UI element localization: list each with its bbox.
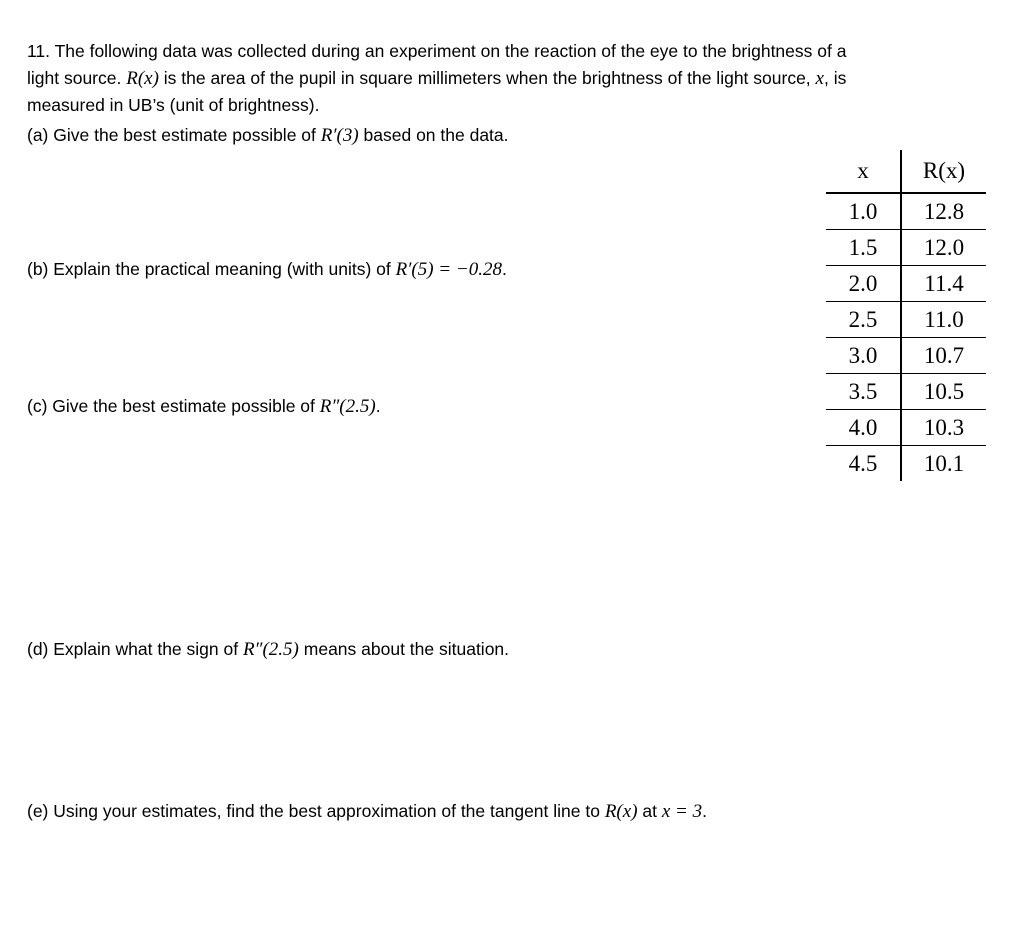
problem-line-1: 11. The following data was collected during an experiment on the reaction of the eye to the brightness of a [27, 41, 847, 61]
data-table [826, 150, 986, 481]
math-expression: R′(3) [320, 125, 359, 146]
function-r-of-x: R(x) [126, 68, 159, 89]
question-part-a: (a) Give the best estimate possible of R′(3) based on the data. [27, 125, 509, 146]
table-row [826, 193, 986, 230]
problem-line-2: light source. R(x) is the area of the pupil in square millimeters when the brightness of the light source, x, is [27, 68, 847, 89]
cell-x: 4.5 [848, 450, 878, 476]
problem-line-3: measured in UB’s (unit of brightness). [27, 95, 320, 115]
variable-x: x [815, 68, 824, 89]
table-row [826, 266, 986, 302]
question-part-b: (b) Explain the practical meaning (with units) of R′(5) = −0.28. [27, 259, 507, 280]
cell-x: 2.5 [826, 302, 901, 338]
table-row [826, 338, 986, 374]
table-row [826, 410, 986, 446]
question-part-e: (e) Using your estimates, find the best approximation of the tangent line to R(x) at x = 3. [27, 801, 707, 822]
cell-rx: 12.0 [901, 230, 986, 266]
table-row [826, 374, 986, 410]
math-expression: x = 3 [661, 801, 703, 822]
cell-x: 3.5 [826, 374, 901, 410]
cell-rx: 10.7 [901, 338, 986, 374]
cell-rx: 12.8 [901, 193, 986, 230]
column-header-rx: R(x) [901, 150, 986, 193]
math-expression: R(x) [604, 801, 638, 822]
table-header-row [826, 150, 986, 193]
cell-rx: 11.0 [901, 302, 986, 338]
cell-x: 1.5 [826, 230, 901, 266]
column-header-x: x [826, 150, 901, 193]
cell-x: 3.0 [826, 338, 901, 374]
question-part-c: (c) Give the best estimate possible of R″(2.5). [27, 396, 381, 417]
cell-rx: 11.4 [901, 266, 986, 302]
table-row [826, 446, 986, 482]
cell-x: 2.0 [826, 266, 901, 302]
math-expression: R′(5) = −0.28 [395, 259, 502, 280]
cell-rx: 10.1 [901, 446, 986, 482]
cell-x: 4.0 [826, 410, 901, 446]
question-part-d: (d) Explain what the sign of R″(2.5) means about the situation. [27, 639, 510, 660]
problem-statement [27, 38, 846, 119]
cell-x: 1.0 [826, 193, 901, 230]
cell-rx: 10.5 [901, 374, 986, 410]
table-row [826, 230, 986, 266]
table-row [826, 302, 986, 338]
cell-rx: 10.3 [901, 410, 986, 446]
math-expression: R″(2.5) [242, 639, 299, 660]
math-expression: R″(2.5) [319, 396, 376, 417]
